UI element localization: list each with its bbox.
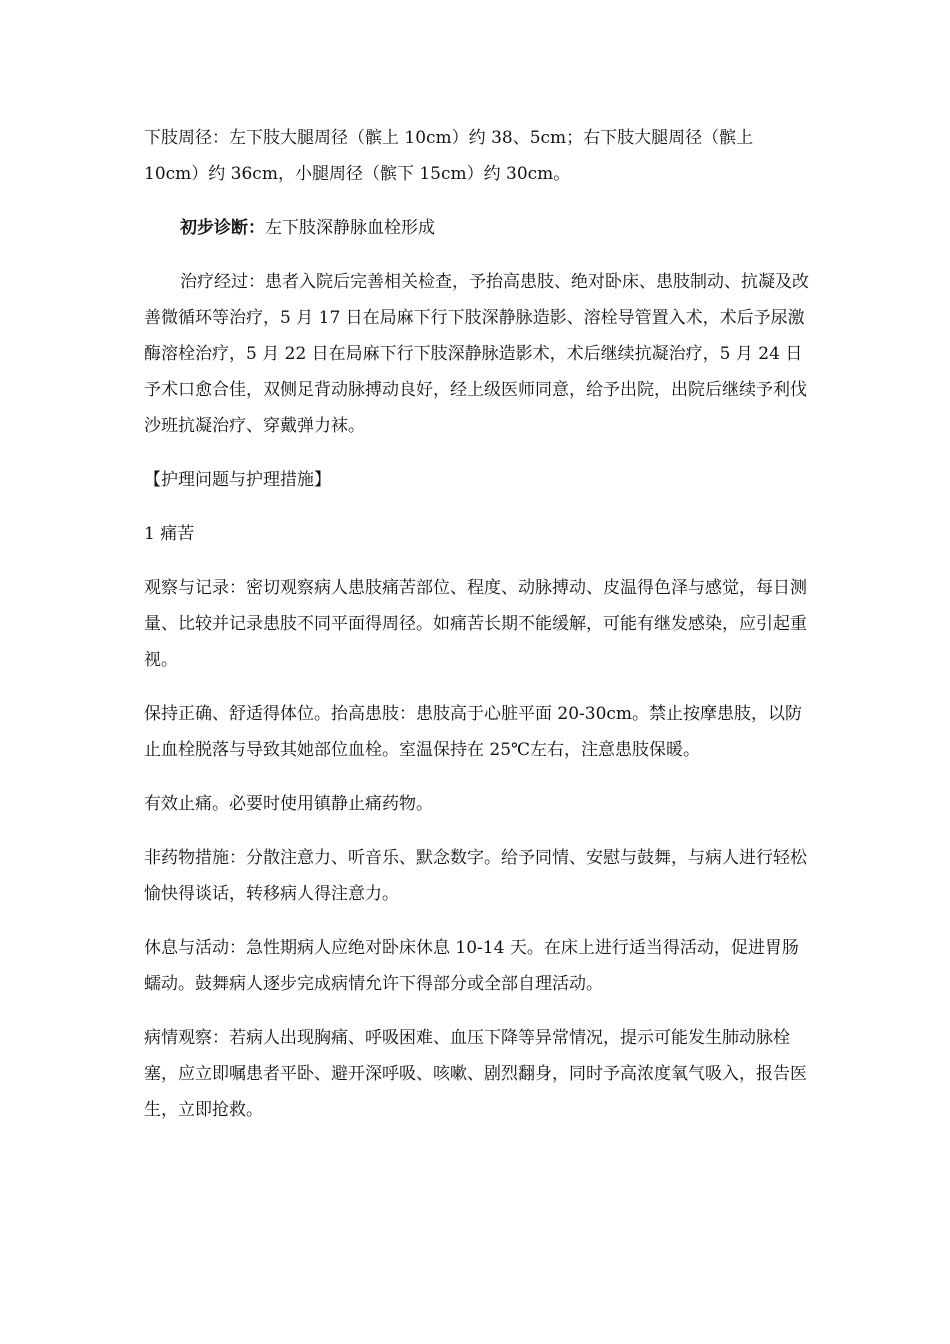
position-paragraph: 保持正确、舒适得体位。抬高患肢：患肢高于心脏平面 20-30cm。禁止按摩患肢，以防止血栓脱落与导致其她部位血栓。室温保持在 25℃左右，注意患肢保暖。 [144, 704, 803, 760]
item-1-title: 1 痛苦 [144, 524, 195, 544]
diagnosis-text: 左下肢深静脉血栓形成 [265, 218, 435, 238]
treatment-label: 治疗经过： [180, 272, 265, 292]
rest-activity-paragraph: 休息与活动：急性期病人应绝对卧床休息 10-14 天。在床上进行适当得活动，促进胃肠蠕动。鼓舞病人逐步完成病情允许下得部分或全部自理活动。 [144, 938, 799, 994]
non-drug-paragraph: 非药物措施：分散注意力、听音乐、默念数字。给予同情、安慰与鼓舞，与病人进行轻松愉快得谈话，转移病人得注意力。 [144, 848, 807, 904]
treatment-text: 患者入院后完善相关检查，予抬高患肢、绝对卧床、患肢制动、抗凝及改善微循环等治疗，5 月 17 日在局麻下行下肢深静脉造影、溶栓导管置入术，术后予尿激酶溶栓治疗，5 月 22 日在局麻下行下肢深静脉造影术，术后继续抗凝治疗，5 月 24 日予术口愈合佳，双侧足背动脉搏动良好，经上级医师同意，给予出院，出院后继续予利伐沙班抗凝治疗、穿戴弹力袜。 [144, 272, 809, 436]
preliminary-diagnosis-paragraph [144, 210, 810, 246]
observation-paragraph: 观察与记录：密切观察病人患肢痛苦部位、程度、动脉搏动、皮温得色泽与感觉，每日测量、比较并记录患肢不同平面得周径。如痛苦长期不能缓解，可能有继发感染，应引起重视。 [144, 578, 807, 670]
diagnosis-label: 初步诊断： [180, 218, 265, 238]
document-page [144, 120, 810, 1128]
analgesia-paragraph: 有效止痛。必要时使用镇静止痛药物。 [144, 794, 433, 814]
condition-observation-paragraph: 病情观察：若病人出现胸痛、呼吸困难、血压下降等异常情况，提示可能发生肺动脉栓塞，应立即嘱患者平卧、避开深呼吸、咳嗽、剧烈翻身，同时予高浓度氧气吸入，报告医生，立即抢救。 [144, 1028, 807, 1120]
treatment-paragraph [144, 264, 810, 444]
section-title: 【护理问题与护理措施】 [144, 470, 331, 490]
limb-circumference-paragraph: 下肢周径：左下肢大腿周径（髌上 10cm）约 38、5cm；右下肢大腿周径（髌上 10cm）约 36cm，小腿周径（髌下 15cm）约 30cm。 [144, 128, 754, 184]
